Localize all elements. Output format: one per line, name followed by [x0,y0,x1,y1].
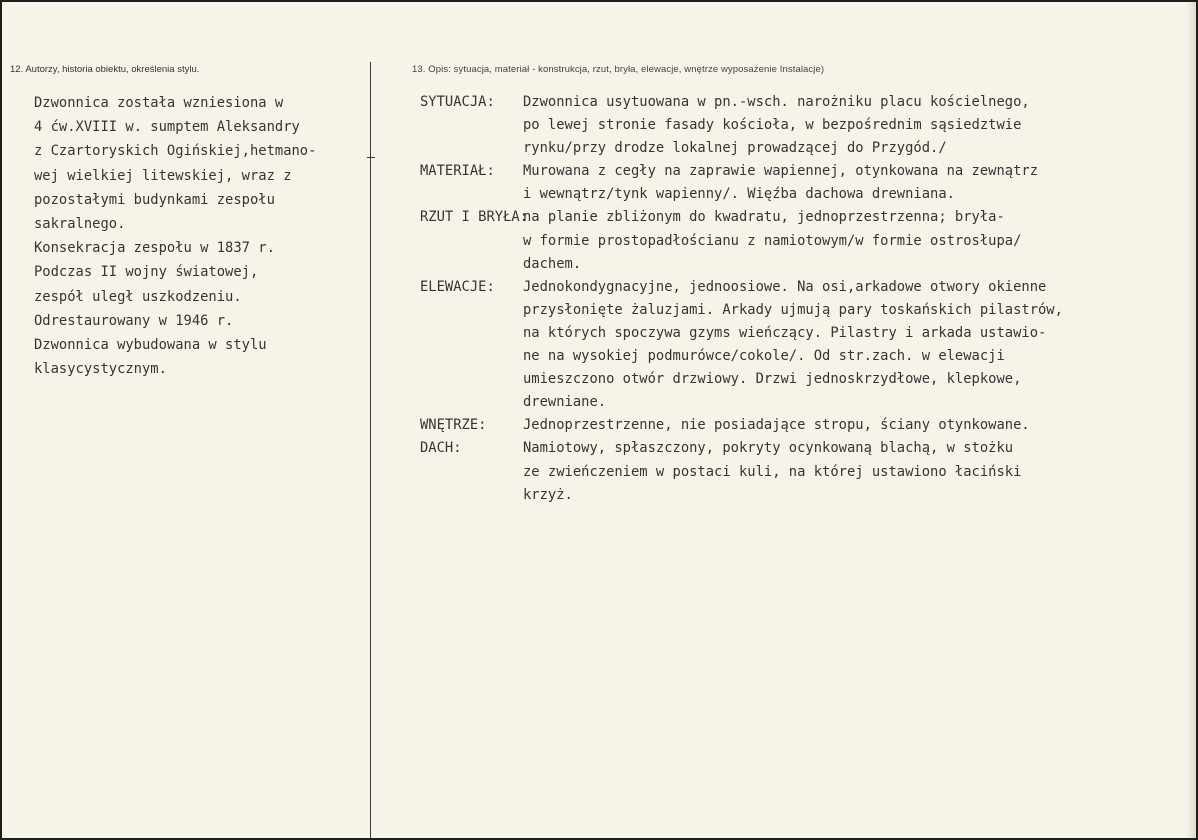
history-line: zespół uległ uszkodzeniu. [34,288,242,305]
entry-line: ne na wysokiej podmurówce/cokole/. Od str.zach. w elewacji [523,348,1005,365]
entry-line: Namiotowy, spłaszczony, pokryty ocynkowaną blachą, w stożku [523,440,1014,457]
history-line: Dzwonnica została wzniesiona w [34,95,284,111]
history-line: wej wielkiej litewskiej, wraz z [34,167,292,184]
history-line: Konsekracja zespołu w 1837 r. [34,240,275,257]
history-line: klasycystycznym. [34,361,167,378]
entry-label: WNĘTRZE: [420,417,487,434]
history-line: 4 ćw.XVIII w. sumptem Aleksandry [34,119,300,136]
entry-line: w formie prostopadłościanu z namiotowym/w formie ostrosłupa/ [523,232,1022,249]
history-line: z Czartoryskich Ogińskiej,hetmano- [34,143,317,160]
entry-text [523,206,1190,275]
history-line: Podczas II wojny światowej, [34,264,259,281]
history-line: Dzwonnica wybudowana w stylu [34,336,267,353]
column-divider [370,62,371,840]
history-line: sakralnego. [34,215,126,232]
entry-line: na których spoczywa gzyms wieńczący. Pilastry i arkada ustawio- [523,324,1047,341]
entry-line: Dzwonnica usytuowana w pn.-wsch. narożniku placu kościelnego, [523,94,1030,110]
entry-label: MATERIAŁ: [420,163,495,180]
entry-text [523,437,1190,506]
entry-label: SYTUACJA: [420,94,495,110]
entry-text [523,160,1190,206]
entry-label: DACH: [420,440,462,457]
entry-line: Jednokondygnacyjne, jednoosiowe. Na osi,arkadowe otwory okienne [523,278,1047,295]
right-section-header: 13. Opis: sytuacja, materiał - konstrukcja, rzut, bryła, elewacje, wnętrze wyposażenie Instalacje) [412,64,825,75]
entry-line: ze zwieńczeniem w postaci kuli, na której ustawiono łaciński [523,463,1022,480]
entry-text [523,276,1190,415]
entry-label: ELEWACJE: [420,278,495,295]
description-entry [420,160,1190,206]
entry-text [523,91,1190,160]
description-entry [420,206,1190,275]
description-entry [420,437,1190,506]
entry-line: dachem. [523,255,582,272]
entry-line: umieszczono otwór drzwiowy. Drzwi jednoskrzydłowe, klepkowe, [523,371,1022,388]
entry-line: po lewej stronie fasady kościoła, w bezpośrednim sąsiedztwie [523,117,1022,134]
entry-line: krzyż. [523,486,573,503]
entry-text [523,414,1190,437]
entry-line: rynku/przy drodze lokalnej prowadzącej do Przygód./ [523,140,947,157]
history-line: pozostałymi budynkami zespołu [34,191,275,208]
description-entry [420,276,1190,415]
entry-line: Jednoprzestrzenne, nie posiadające stropu, ściany otynkowane. [523,417,1030,434]
entry-line: i wewnątrz/tynk wapienny/. Więźba dachowa drewniana. [523,186,955,203]
entry-line: przysłonięte żaluzjami. Arkady ujmują pary toskańskich pilastrów, [523,301,1063,318]
history-line: Odrestaurowany w 1946 r. [34,312,234,329]
entry-line: drewniane. [523,394,607,411]
entry-line: Murowana z cegły na zaprawie wapiennej, otynkowana na zewnątrz [523,163,1038,180]
divider-tick [367,157,375,158]
left-section-header: 12. Autorzy, historia obiektu, określenia stylu. [10,64,200,75]
description-entry [420,91,1190,160]
description-entry [420,414,1190,437]
entry-label: RZUT I BRYŁA: [420,209,528,226]
description-text [420,91,1190,507]
entry-line: na planie zbliżonym do kwadratu, jednoprzestrzenna; bryła- [523,209,1005,226]
history-text [34,91,316,381]
